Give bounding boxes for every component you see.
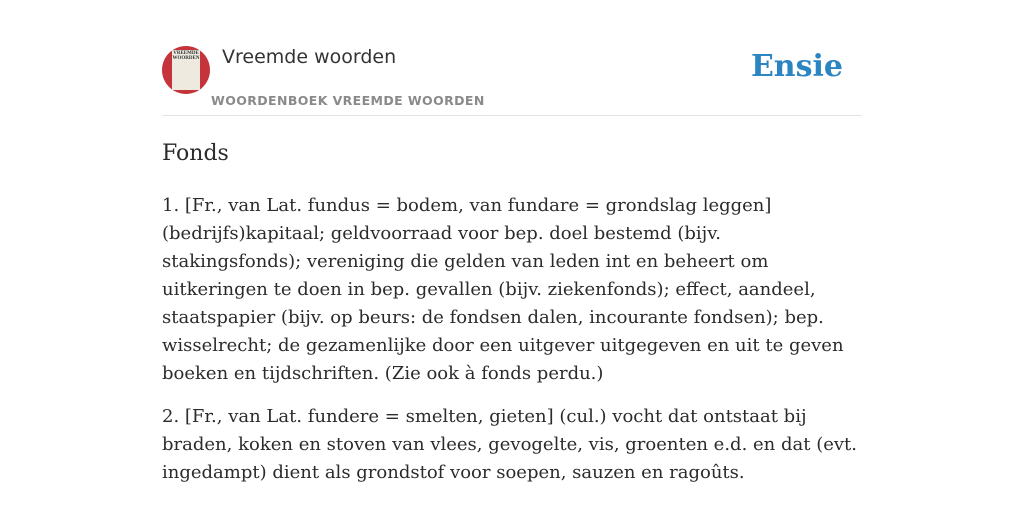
definition-1: 1. [Fr., van Lat. fundus = bodem, van fundare = grondslag leggen] (bedrijfs)kapitaal; geldvoorraad voor bep. doel bestemd (bijv. stakingsfonds); vereniging die gelden van leden int en beheert om uitkeringen te doen in bep. gevallen (bijv. ziekenfonds); effect, aandeel, staatspapier (bijv. op beurs: de fondsen dalen, incourante fondsen); bep. wisselrecht; de gezamenlijke door een uitgever uitgegeven en uit te geven boeken en tijdschriften. (Zie ook à fonds perdu.) — [162, 195, 844, 384]
entry-content — [162, 138, 862, 502]
dictionary-cover-icon[interactable] — [162, 46, 210, 94]
header — [162, 44, 862, 116]
dictionary-title[interactable]: Vreemde woorden — [222, 46, 397, 68]
dictionary-subtitle: WOORDENBOEK VREEMDE WOORDEN — [211, 93, 485, 108]
definition-2: 2. [Fr., van Lat. fundere = smelten, gieten] (cul.) vocht dat ontstaat bij braden, koken en stoven van vlees, gevogelte, vis, groenten e.d. en dat (evt. ingedampt) dient als grondstof voor soepen, sauzen en ragoûts. — [162, 406, 857, 483]
entry-term: Fonds — [162, 141, 229, 166]
brand-logo[interactable]: Ensie — [750, 49, 843, 84]
dictionary-cover-label: VREEMDE WOORDEN — [172, 50, 200, 90]
